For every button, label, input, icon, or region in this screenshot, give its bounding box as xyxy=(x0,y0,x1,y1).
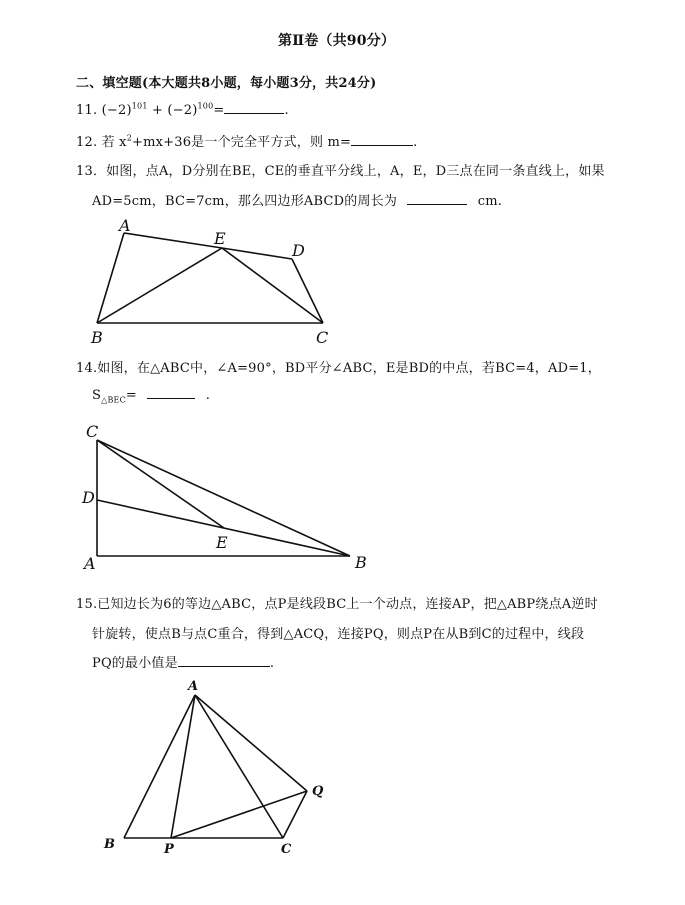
q15-segment-AB xyxy=(124,695,195,838)
q13-segment-ED xyxy=(222,248,292,259)
question-11 xyxy=(76,101,289,118)
section-title: 第Ⅱ卷（共90分） xyxy=(278,33,396,49)
q14-end: . xyxy=(205,388,211,403)
question-13-line2 xyxy=(92,190,502,209)
q13-segment-DC xyxy=(292,259,323,323)
part-heading: 二、填空题(本大题共8小题，每小题3分，共24分) xyxy=(76,76,377,91)
q15-label-B: B xyxy=(104,837,115,852)
q11-end: . xyxy=(284,103,289,118)
q14-label-D: D xyxy=(82,488,95,507)
q13-label-B: B xyxy=(91,328,103,347)
question-13-line1: 13．如图，点A，D分别在BE，CE的垂直平分线上，A，E，D三点在同一条直线上，如果 xyxy=(76,164,605,179)
q15-segment-AC xyxy=(195,695,283,838)
q12-end: . xyxy=(413,135,418,150)
q14-s-label: S xyxy=(92,388,102,403)
q11-number: 11. xyxy=(76,103,98,118)
q14-segment-DB xyxy=(97,500,350,556)
q13-label-C: C xyxy=(316,328,329,347)
q15-segment-AQ xyxy=(195,695,307,791)
q15-answer-blank[interactable] xyxy=(178,654,270,667)
q14-answer-blank[interactable] xyxy=(147,386,195,399)
question-15-line1: 15.已知边长为6的等边△ABC，点P是线段BC上一个动点，连接AP，把△ABP绕点A逆时 xyxy=(76,597,598,612)
q15-segment-CQ xyxy=(283,791,307,838)
q12-answer-blank[interactable] xyxy=(351,133,413,146)
q12-pre: 若 x xyxy=(101,135,127,150)
q15-label-A: A xyxy=(188,679,199,694)
q15-text: PQ的最小值是 xyxy=(92,656,178,671)
q12-square: 2 xyxy=(126,133,132,143)
q13-unit: cm. xyxy=(477,194,503,209)
q11-exp2: 100 xyxy=(197,101,214,111)
q13-label-A: A xyxy=(119,216,131,235)
q13-label-E: E xyxy=(214,229,226,248)
q13-segment-AB xyxy=(97,233,124,323)
question-12 xyxy=(76,131,417,150)
question-15-line3 xyxy=(92,652,274,671)
q14-segment-CB xyxy=(97,440,350,556)
q15-label-C: C xyxy=(281,842,292,857)
q11-term2: + (−2) xyxy=(147,103,198,118)
question-15-line2: 针旋转，使点B与点C重合，得到△ACQ，连接PQ，则点P在从B到C的过程中，线段 xyxy=(92,627,585,642)
q14-label-C: C xyxy=(86,422,99,441)
q13-segment-AE xyxy=(124,233,222,248)
q14-label-A: A xyxy=(84,554,96,573)
q15-segment-AP xyxy=(171,695,195,838)
q11-term1: (−2) xyxy=(101,103,132,118)
q13-segment-EC xyxy=(222,248,323,323)
q13-answer-blank[interactable] xyxy=(407,192,467,205)
q13-label-D: D xyxy=(292,241,305,260)
q12-mid: +mx+36是一个完全平方式，则 m= xyxy=(132,135,352,150)
q14-segment-CE xyxy=(97,440,224,528)
question-14-line1: 14.如图，在△ABC中，∠A=90°，BD平分∠ABC，E是BD的中点，若BC=4，AD=1， xyxy=(76,361,601,376)
q15-end: . xyxy=(269,656,275,671)
q15-segment-PQ xyxy=(171,791,307,838)
q11-equals: = xyxy=(213,103,225,118)
q14-s-sub: △BEC xyxy=(101,395,126,405)
q11-exp1: 101 xyxy=(131,101,148,111)
q15-label-Q: Q xyxy=(312,784,324,799)
question-14-line2 xyxy=(92,386,210,403)
q15-label-P: P xyxy=(164,842,174,857)
q12-number: 12. xyxy=(76,135,98,150)
q14-label-E: E xyxy=(216,533,228,552)
q13-segment-BE xyxy=(97,248,222,323)
q14-s-equals: = xyxy=(125,388,137,403)
q11-answer-blank[interactable] xyxy=(224,101,284,114)
q14-label-B: B xyxy=(355,553,367,572)
q13-text: AD=5cm，BC=7cm，那么四边形ABCD的周长为 xyxy=(92,194,398,209)
